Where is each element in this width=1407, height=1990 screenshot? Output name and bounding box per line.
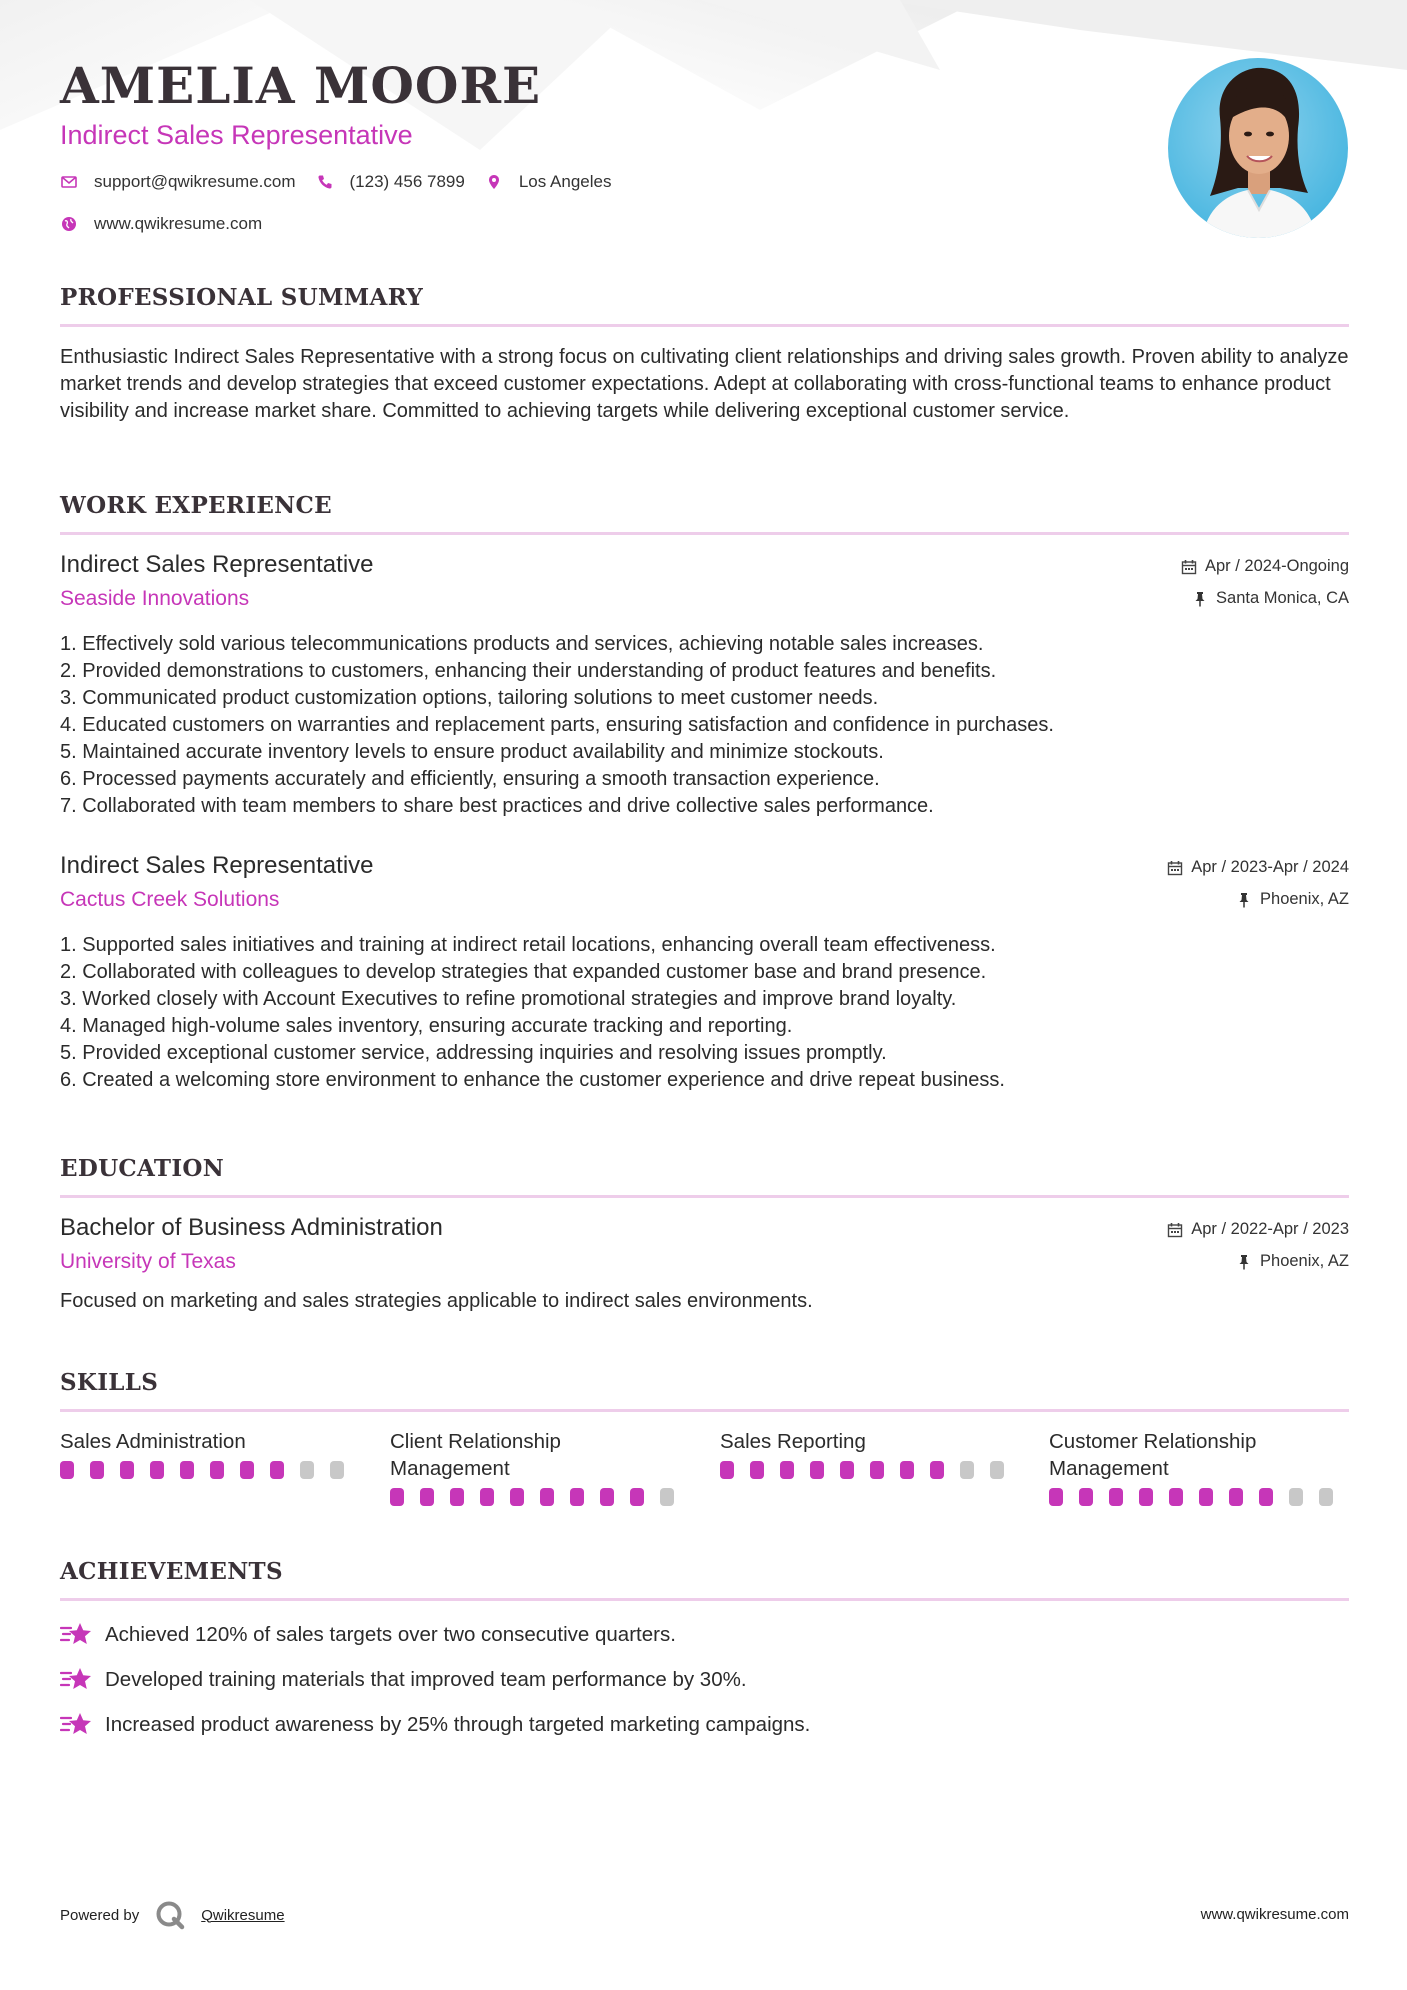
section-heading: EDUCATION bbox=[60, 1155, 225, 1182]
duty-list bbox=[60, 631, 1054, 820]
map-pin-icon bbox=[485, 173, 503, 191]
job-date bbox=[1167, 858, 1349, 877]
list-item: 7. Collaborated with team members to share best practices and drive collective sales performance. bbox=[60, 795, 934, 817]
job-date bbox=[1181, 557, 1349, 576]
list-item: 4. Managed high-volume sales inventory, ensuring accurate tracking and reporting. bbox=[60, 1015, 793, 1037]
summary-section bbox=[60, 284, 1349, 425]
job-title: Indirect Sales Representative bbox=[60, 551, 374, 578]
summary-text: Enthusiastic Indirect Sales Representative with a strong focus on cultivating client relationships and driving sales growth. Proven ability to analyze market trends and develop strategies that exceed customer expectations. Adept at collaborating with cross-functional teams to enhance product visibility and increase market share. Committed to achieving targets while delivering exceptional customer service. bbox=[60, 346, 1349, 422]
footer-website[interactable]: www.qwikresume.com bbox=[1200, 1906, 1349, 1923]
shooting-star-icon bbox=[60, 1619, 92, 1651]
skill-item bbox=[720, 1428, 1020, 1479]
contact-row bbox=[60, 172, 631, 192]
rating-dot-filled bbox=[1139, 1488, 1153, 1506]
rating-dot-filled bbox=[870, 1461, 884, 1479]
achievement-item bbox=[60, 1619, 676, 1651]
job-date-text: Apr / 2024-Ongoing bbox=[1204, 557, 1349, 575]
section-divider bbox=[60, 324, 1349, 327]
rating-dot-filled bbox=[1049, 1488, 1063, 1506]
education-entry bbox=[60, 1214, 1349, 1324]
rating-dot-empty bbox=[300, 1461, 314, 1479]
achievement-text: Achieved 120% of sales targets over two consecutive quarters. bbox=[105, 1623, 676, 1646]
rating-dot-empty bbox=[1289, 1488, 1303, 1506]
list-item: 5. Provided exceptional customer service, addressing inquiries and resolving issues promptly. bbox=[60, 1042, 887, 1064]
rating-dot-filled bbox=[420, 1488, 434, 1506]
contact-website[interactable] bbox=[60, 214, 262, 234]
rating-dot-filled bbox=[90, 1461, 104, 1479]
section-heading: PROFESSIONAL SUMMARY bbox=[60, 284, 424, 311]
website-text: www.qwikresume.com bbox=[94, 214, 263, 233]
section-divider bbox=[60, 1598, 1349, 1601]
skill-name: Sales Administration bbox=[60, 1430, 246, 1453]
envelope-icon bbox=[60, 173, 78, 191]
skill-name: Customer Relationship Management bbox=[1049, 1430, 1257, 1480]
rating-dot-filled bbox=[1199, 1488, 1213, 1506]
contact-row-website bbox=[60, 214, 282, 234]
calendar-icon bbox=[1167, 860, 1183, 876]
rating-dot-filled bbox=[1259, 1488, 1273, 1506]
experience-section bbox=[60, 492, 1349, 535]
rating-dot-filled bbox=[810, 1461, 824, 1479]
rating-dot-empty bbox=[990, 1461, 1004, 1479]
rating-dot-filled bbox=[210, 1461, 224, 1479]
section-divider bbox=[60, 1195, 1349, 1198]
rating-dot-empty bbox=[660, 1488, 674, 1506]
skill-rating bbox=[720, 1461, 1020, 1479]
job-location bbox=[1192, 589, 1349, 608]
skill-rating bbox=[1049, 1488, 1349, 1506]
rating-dot-filled bbox=[720, 1461, 734, 1479]
skill-item bbox=[1049, 1428, 1349, 1506]
rating-dot-filled bbox=[600, 1488, 614, 1506]
rating-dot-filled bbox=[450, 1488, 464, 1506]
rating-dot-filled bbox=[510, 1488, 524, 1506]
globe-icon bbox=[60, 215, 78, 233]
rating-dot-filled bbox=[1109, 1488, 1123, 1506]
achievement-text: Developed training materials that improved team performance by 30%. bbox=[105, 1668, 747, 1691]
education-location bbox=[1236, 1252, 1349, 1271]
qwikresume-link[interactable]: Qwikresume bbox=[201, 1906, 285, 1924]
job-entry bbox=[60, 852, 1349, 1102]
rating-dot-empty bbox=[1319, 1488, 1333, 1506]
rating-dot-filled bbox=[480, 1488, 494, 1506]
rating-dot-filled bbox=[150, 1461, 164, 1479]
achievements-section bbox=[60, 1558, 1349, 1601]
achievement-item bbox=[60, 1709, 810, 1741]
list-item: 2. Collaborated with colleagues to develop strategies that expanded customer base and brand presence. bbox=[60, 961, 987, 983]
skill-name: Client Relationship Management bbox=[390, 1430, 561, 1480]
section-divider bbox=[60, 1409, 1349, 1412]
job-title: Indirect Sales Representative bbox=[60, 852, 374, 879]
job-location bbox=[1236, 890, 1349, 909]
job-entry bbox=[60, 551, 1349, 831]
rating-dot-filled bbox=[180, 1461, 194, 1479]
section-heading: WORK EXPERIENCE bbox=[60, 492, 332, 519]
list-item: 2. Provided demonstrations to customers, enhancing their understanding of product features and benefits. bbox=[60, 660, 997, 682]
skills-section bbox=[60, 1369, 1349, 1412]
pushpin-icon bbox=[1192, 591, 1208, 607]
list-item: 5. Maintained accurate inventory levels to ensure product availability and minimize stockouts. bbox=[60, 741, 884, 763]
contact-phone[interactable] bbox=[316, 172, 465, 192]
email-text: support@qwikresume.com bbox=[94, 172, 296, 191]
degree-title: Bachelor of Business Administration bbox=[60, 1214, 443, 1241]
phone-text: (123) 456 7899 bbox=[349, 172, 465, 191]
rating-dot-filled bbox=[1169, 1488, 1183, 1506]
list-item: 1. Supported sales initiatives and training at indirect retail locations, enhancing overall team effectiveness. bbox=[60, 934, 996, 956]
list-item: 4. Educated customers on warranties and replacement parts, ensuring satisfaction and confidence in purchases. bbox=[60, 714, 1054, 736]
list-item: 3. Worked closely with Account Executives to refine promotional strategies and improve brand loyalty. bbox=[60, 988, 957, 1010]
rating-dot-filled bbox=[120, 1461, 134, 1479]
candidate-name: AMELIA MOORE bbox=[60, 56, 542, 115]
pushpin-icon bbox=[1236, 1254, 1252, 1270]
contact-location bbox=[485, 172, 612, 192]
qwikresume-logo-icon bbox=[155, 1900, 185, 1930]
section-heading: ACHIEVEMENTS bbox=[60, 1558, 283, 1585]
job-location-text: Phoenix, AZ bbox=[1260, 890, 1349, 908]
calendar-icon bbox=[1181, 559, 1197, 575]
rating-dot-filled bbox=[540, 1488, 554, 1506]
rating-dot-empty bbox=[960, 1461, 974, 1479]
rating-dot-filled bbox=[840, 1461, 854, 1479]
education-description: Focused on marketing and sales strategies applicable to indirect sales environments. bbox=[60, 1290, 813, 1312]
job-company: Cactus Creek Solutions bbox=[60, 888, 280, 911]
job-date-text: Apr / 2023-Apr / 2024 bbox=[1191, 858, 1349, 876]
education-date bbox=[1167, 1220, 1349, 1239]
rating-dot-filled bbox=[630, 1488, 644, 1506]
education-section bbox=[60, 1155, 1349, 1198]
rating-dot-filled bbox=[240, 1461, 254, 1479]
candidate-title: Indirect Sales Representative bbox=[60, 120, 413, 150]
rating-dot-filled bbox=[750, 1461, 764, 1479]
list-item: 3. Communicated product customization options, tailoring solutions to meet customer needs. bbox=[60, 687, 879, 709]
calendar-icon bbox=[1167, 1222, 1183, 1238]
education-location-text: Phoenix, AZ bbox=[1260, 1252, 1349, 1270]
rating-dot-filled bbox=[900, 1461, 914, 1479]
contact-email[interactable] bbox=[60, 172, 296, 192]
rating-dot-filled bbox=[780, 1461, 794, 1479]
education-date-text: Apr / 2022-Apr / 2023 bbox=[1191, 1220, 1349, 1238]
shooting-star-icon bbox=[60, 1664, 92, 1696]
achievement-text: Increased product awareness by 25% through targeted marketing campaigns. bbox=[105, 1713, 811, 1736]
skill-rating bbox=[390, 1488, 690, 1506]
rating-dot-empty bbox=[330, 1461, 344, 1479]
rating-dot-filled bbox=[270, 1461, 284, 1479]
skill-item bbox=[60, 1428, 360, 1479]
job-company: Seaside Innovations bbox=[60, 587, 250, 610]
duty-list bbox=[60, 932, 1005, 1094]
list-item: 6. Processed payments accurately and efficiently, ensuring a smooth transaction experience. bbox=[60, 768, 880, 790]
school-name: University of Texas bbox=[60, 1250, 236, 1273]
section-divider bbox=[60, 532, 1349, 535]
location-text: Los Angeles bbox=[518, 172, 612, 191]
list-item: 1. Effectively sold various telecommunications products and services, achieving notable sales increases. bbox=[60, 633, 984, 655]
phone-icon bbox=[316, 173, 334, 191]
skill-rating bbox=[60, 1461, 360, 1479]
rating-dot-filled bbox=[60, 1461, 74, 1479]
achievement-item bbox=[60, 1664, 747, 1696]
rating-dot-filled bbox=[570, 1488, 584, 1506]
shooting-star-icon bbox=[60, 1709, 92, 1741]
skill-name: Sales Reporting bbox=[720, 1430, 866, 1453]
profile-photo bbox=[1168, 58, 1348, 238]
rating-dot-filled bbox=[1229, 1488, 1243, 1506]
rating-dot-filled bbox=[1079, 1488, 1093, 1506]
skill-item bbox=[390, 1428, 690, 1506]
rating-dot-filled bbox=[930, 1461, 944, 1479]
job-location-text: Santa Monica, CA bbox=[1216, 589, 1349, 607]
skills-grid bbox=[60, 1428, 1349, 1518]
rating-dot-filled bbox=[390, 1488, 404, 1506]
powered-by-label: Powered by bbox=[60, 1906, 140, 1924]
pushpin-icon bbox=[1236, 892, 1252, 908]
section-heading: SKILLS bbox=[60, 1369, 159, 1396]
footer-powered-by bbox=[60, 1900, 285, 1930]
list-item: 6. Created a welcoming store environment to enhance the customer experience and drive repeat business. bbox=[60, 1069, 1005, 1091]
